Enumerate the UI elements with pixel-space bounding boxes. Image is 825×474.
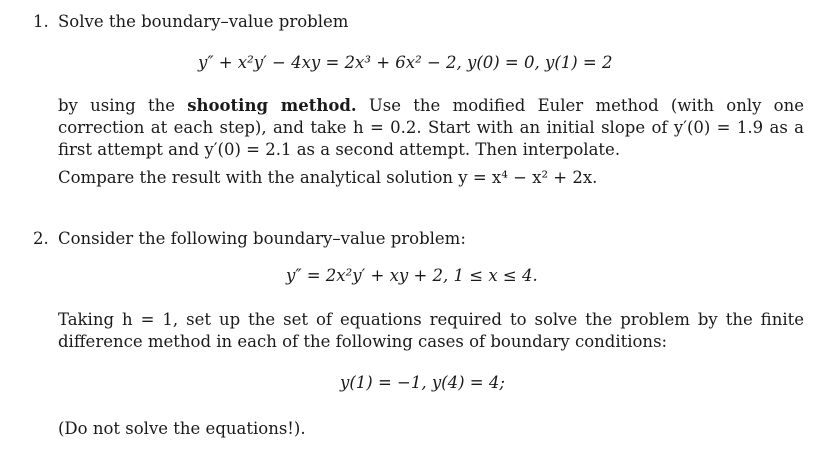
problem-2-note: (Do not solve the equations!). <box>58 419 306 438</box>
problem-1-lead: Solve the boundary–value problem <box>58 12 349 31</box>
problem-1-equation: y″ + x²y′ − 4xy = 2x³ + 6x² − 2, y(0) = 0, y(1) = 2 <box>198 53 613 72</box>
problem-2-lead: Consider the following boundary–value problem: <box>58 229 466 248</box>
problem-1-number: 1. <box>33 12 49 31</box>
problem-2-equation: y″ = 2x²y′ + xy + 2, 1 ≤ x ≤ 4. <box>286 266 538 285</box>
problem-2-body: Taking h = 1, set up the set of equations required to solve the problem by the finite difference method in each of the following cases of boundary conditions: <box>58 310 804 351</box>
problem-1-method-name: shooting method. <box>187 96 357 115</box>
problem-1-compare: Compare the result with the analytical solution y = x⁴ − x² + 2x. <box>58 168 598 187</box>
problem-1-body <box>58 95 804 161</box>
problem-2-boundary-conditions: y(1) = −1, y(4) = 4; <box>340 373 505 392</box>
problem-2-number: 2. <box>33 229 49 248</box>
problem-1-body-prefix: by using the <box>58 96 188 115</box>
problem-1-body-rest: Use the modified Euler method (with only one correction at each step), and take h = 0.2. Start with an initial slope of y′(0) = 1.9 as a first attempt and y′(0) = 2.1 as a second attempt. Then interpolate. <box>58 96 805 159</box>
